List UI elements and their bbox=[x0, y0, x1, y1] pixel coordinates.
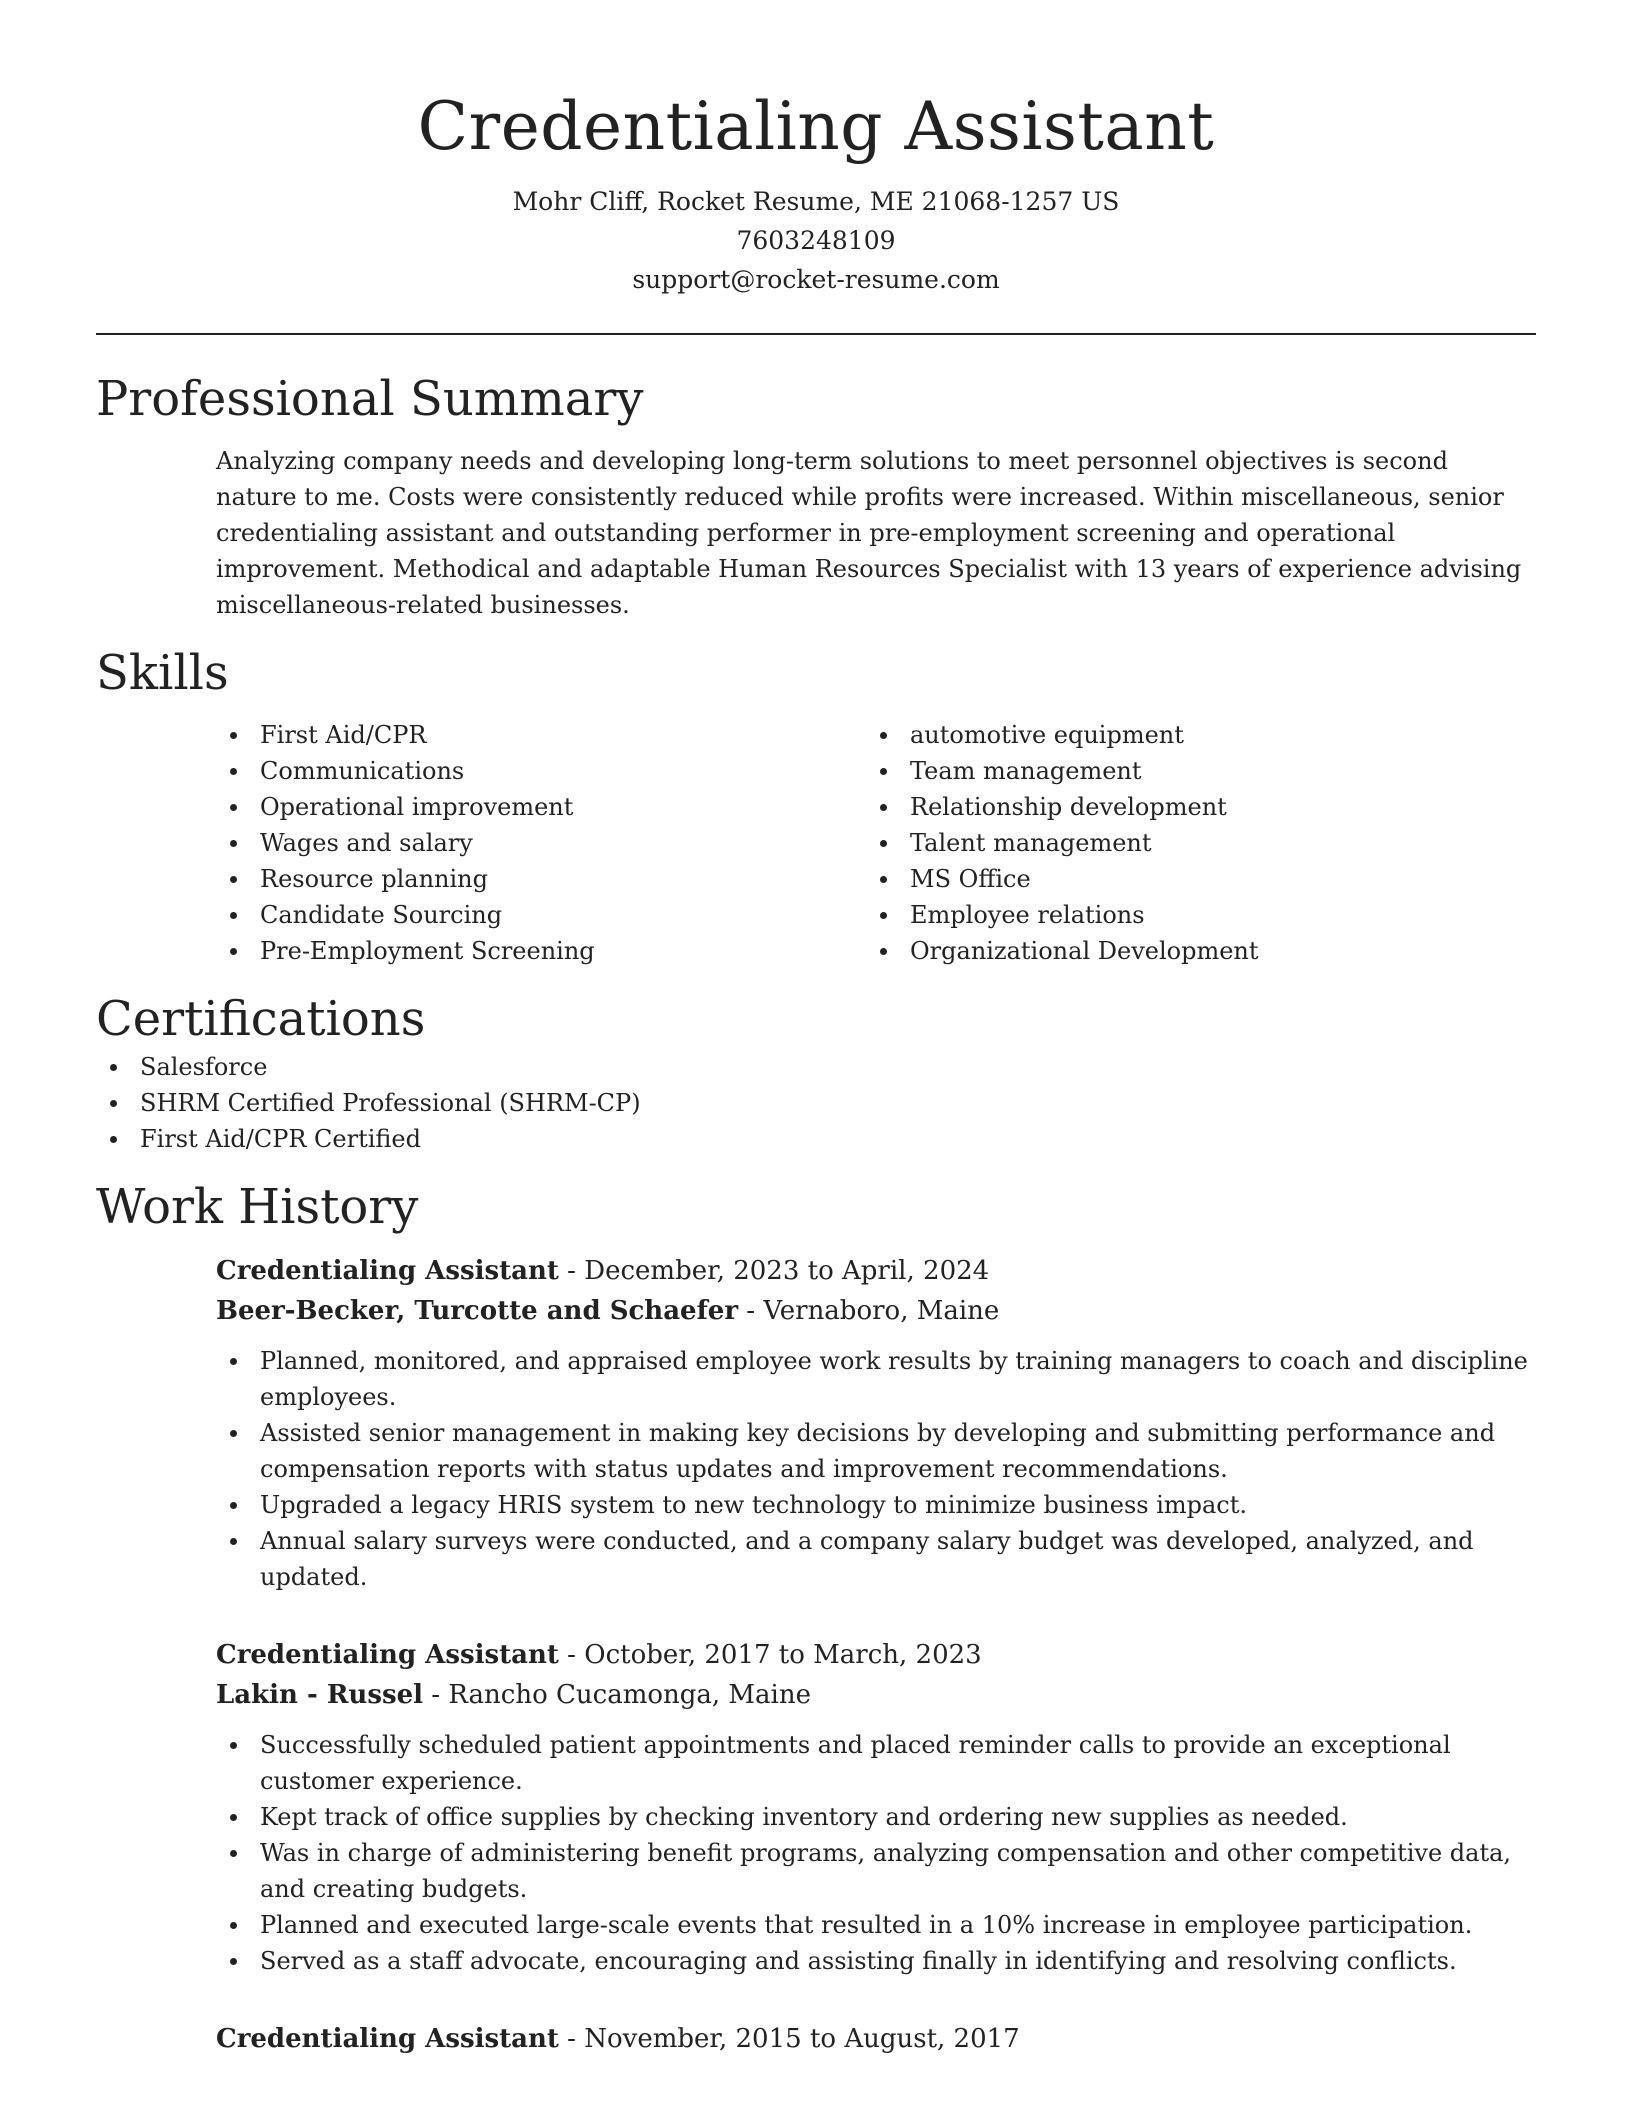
separator: - bbox=[423, 1680, 449, 1710]
job-title-line bbox=[216, 1251, 1536, 1291]
contact-address: Mohr Cliff, Rocket Resume, ME 21068-1257 US bbox=[512, 187, 1120, 216]
job-bullet: Kept track of office supplies by checking inventory and ordering new supplies as needed. bbox=[216, 1799, 1536, 1835]
resume-header bbox=[96, 0, 1536, 299]
job-company-line bbox=[216, 1675, 1536, 1715]
contact-block bbox=[96, 182, 1536, 299]
job-title-line bbox=[216, 2019, 1536, 2059]
summary-section bbox=[96, 369, 1536, 623]
job-company: Lakin - Russel bbox=[216, 1680, 424, 1710]
job-bullet: Was in charge of administering benefit programs, analyzing compensation and other competitive data, and creating budgets. bbox=[216, 1835, 1536, 1907]
skill-item: Resource planning bbox=[216, 861, 866, 897]
job-bullet: Planned and executed large-scale events that resulted in a 10% increase in employee participation. bbox=[216, 1907, 1536, 1943]
certification-item: First Aid/CPR Certified bbox=[96, 1121, 1416, 1157]
skills-heading: Skills bbox=[96, 645, 229, 701]
job-role: Credentialing Assistant bbox=[216, 2024, 559, 2054]
job-company: Beer-Becker, Turcotte and Schaefer bbox=[216, 1296, 739, 1326]
skills-column-left bbox=[216, 717, 866, 969]
skill-item: Organizational Development bbox=[866, 933, 1516, 969]
skills-column-right bbox=[866, 717, 1516, 969]
summary-text: Analyzing company needs and developing long-term solutions to meet personnel objectives is second nature to me. Costs were consistently reduced while profits were increased. Within miscellaneous, senior credentialing assistant and outstanding performer in pre-employment screening and operational improvement. Methodical and adaptable Human Resources Specialist with 13 years of experience advising miscellaneous-related businesses. bbox=[216, 447, 1522, 619]
skill-item: Operational improvement bbox=[216, 789, 866, 825]
skill-item: automotive equipment bbox=[866, 717, 1516, 753]
job-entry bbox=[216, 2019, 1536, 2059]
skill-item: First Aid/CPR bbox=[216, 717, 866, 753]
skills-grid bbox=[216, 717, 1536, 969]
skill-item: Candidate Sourcing bbox=[216, 897, 866, 933]
contact-email: support@rocket-resume.com bbox=[632, 265, 1000, 294]
job-bullets bbox=[216, 1727, 1536, 1979]
work-history-heading: Work History bbox=[96, 1179, 419, 1235]
work-history-section bbox=[96, 1177, 1536, 2059]
skill-item: Team management bbox=[866, 753, 1516, 789]
job-dates: October, 2017 to March, 2023 bbox=[584, 1640, 982, 1670]
certifications-section bbox=[96, 989, 1536, 1157]
job-entry bbox=[216, 1635, 1536, 1979]
certifications-list bbox=[96, 1049, 1416, 1157]
job-bullet: Upgraded a legacy HRIS system to new technology to minimize business impact. bbox=[216, 1487, 1536, 1523]
job-role: Credentialing Assistant bbox=[216, 1640, 559, 1670]
certifications-heading: Certifications bbox=[96, 991, 426, 1047]
skill-item: Communications bbox=[216, 753, 866, 789]
job-location: Vernaboro, Maine bbox=[763, 1296, 1000, 1326]
skill-item: Employee relations bbox=[866, 897, 1516, 933]
certification-item: Salesforce bbox=[96, 1049, 1416, 1085]
skill-item: Talent management bbox=[866, 825, 1516, 861]
job-bullet: Planned, monitored, and appraised employee work results by training managers to coach and discipline employees. bbox=[216, 1343, 1536, 1415]
skills-section bbox=[96, 643, 1536, 969]
job-title-line bbox=[216, 1635, 1536, 1675]
jobs-list bbox=[96, 1251, 1536, 2059]
job-bullet: Annual salary surveys were conducted, and a company salary budget was developed, analyzed, and updated. bbox=[216, 1523, 1536, 1595]
contact-phone: 7603248109 bbox=[736, 226, 896, 255]
separator: - bbox=[558, 2024, 585, 2054]
job-bullet: Successfully scheduled patient appointments and placed reminder calls to provide an exceptional customer experience. bbox=[216, 1727, 1536, 1799]
skill-item: Pre-Employment Screening bbox=[216, 933, 866, 969]
skill-item: Relationship development bbox=[866, 789, 1516, 825]
job-dates: December, 2023 to April, 2024 bbox=[584, 1256, 990, 1286]
job-dates: November, 2015 to August, 2017 bbox=[584, 2024, 1020, 2054]
job-bullet: Assisted senior management in making key decisions by developing and submitting performance and compensation reports with status updates and improvement recommendations. bbox=[216, 1415, 1536, 1487]
separator: - bbox=[738, 1296, 764, 1326]
candidate-name: Credentialing Assistant bbox=[417, 88, 1215, 165]
skill-item: MS Office bbox=[866, 861, 1516, 897]
separator: - bbox=[558, 1256, 585, 1286]
job-bullet: Served as a staff advocate, encouraging and assisting finally in identifying and resolving conflicts. bbox=[216, 1943, 1536, 1979]
skill-item: Wages and salary bbox=[216, 825, 866, 861]
job-company-line bbox=[216, 1291, 1536, 1331]
job-location: Rancho Cucamonga, Maine bbox=[448, 1680, 812, 1710]
certification-item: SHRM Certified Professional (SHRM-CP) bbox=[96, 1085, 1416, 1121]
job-role: Credentialing Assistant bbox=[216, 1256, 559, 1286]
summary-heading: Professional Summary bbox=[96, 371, 644, 427]
job-bullets bbox=[216, 1343, 1536, 1595]
header-divider bbox=[96, 333, 1536, 335]
job-entry bbox=[216, 1251, 1536, 1595]
separator: - bbox=[558, 1640, 585, 1670]
resume-page bbox=[96, 0, 1536, 2059]
